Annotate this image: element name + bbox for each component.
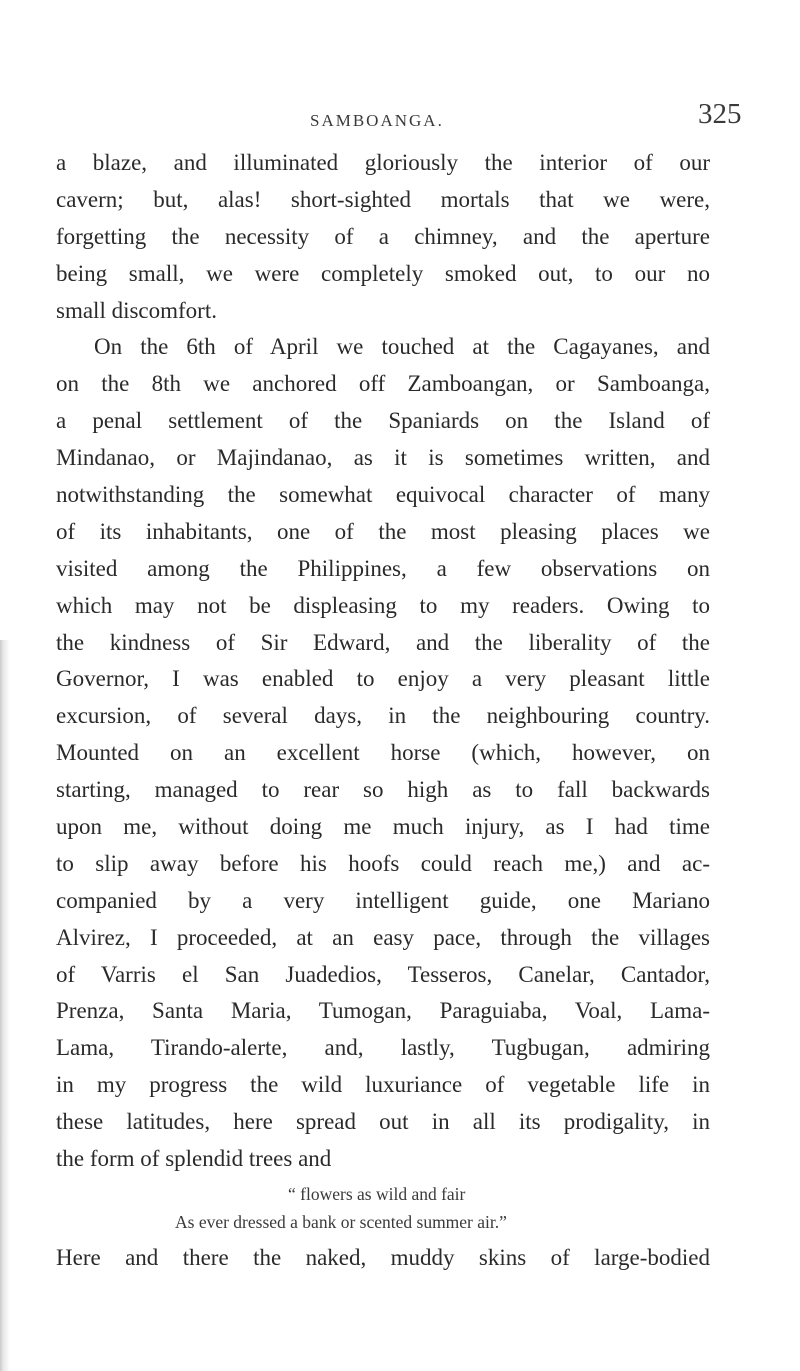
text-line: notwithstanding the somewhat equivocal character of many — [56, 482, 710, 508]
text-line: starting, managed to rear so high as to fall backwards — [56, 777, 710, 803]
text-line: a blaze, and illuminated gloriously the interior of our — [56, 150, 710, 175]
page-number: 325 — [698, 98, 742, 130]
text-line: to slip away before his hoofs could reach me,) and ac- — [56, 850, 710, 876]
text-line: upon me, without doing me much injury, as I had time — [56, 814, 710, 840]
text-line: which may not be displeasing to my readers. Owing to — [56, 592, 710, 618]
text-line: on the 8th we anchored off Zamboangan, or Samboanga, — [56, 371, 710, 397]
text-line: these latitudes, here spread out in all its prodigality, in — [56, 1109, 710, 1135]
text-line: companied by a very intelligent guide, one Mariano — [56, 887, 710, 913]
text-line: Mounted on an excellent horse (which, however, on — [56, 740, 710, 766]
verse-quote-line: “ flowers as wild and fair — [288, 1183, 466, 1204]
text-line: small discomfort. — [56, 297, 217, 323]
text-line: Here and there the naked, muddy skins of large-bodied — [56, 1244, 710, 1270]
text-line: forgetting the necessity of a chimney, and the aperture — [56, 223, 710, 249]
text-line: cavern; but, alas! short-sighted mortals that we were, — [56, 186, 710, 212]
text-line: the kindness of Sir Edward, and the liberality of the — [56, 629, 710, 655]
text-line: of its inhabitants, one of the most pleasing places we — [56, 518, 710, 544]
running-head: SAMBOANGA. — [310, 111, 444, 130]
text-line: Mindanao, or Majindanao, as it is sometimes written, and — [56, 445, 710, 471]
verse-quote-line: As ever dressed a bank or scented summer air.” — [175, 1211, 507, 1232]
text-line: being small, we were completely smoked out, to our no — [56, 260, 710, 286]
text-line: a penal settlement of the Spaniards on the Island of — [56, 408, 710, 434]
text-line: Lama, Tirando-alerte, and, lastly, Tugbugan, admiring — [56, 1035, 710, 1061]
body-text — [56, 145, 710, 1277]
text-line: Alvirez, I proceeded, at an easy pace, through the villages — [56, 924, 710, 950]
text-line: the form of splendid trees and — [56, 1146, 332, 1172]
text-line: Prenza, Santa Maria, Tumogan, Paraguiaba, Voal, Lama- — [56, 998, 710, 1024]
text-line: On the 6th of April we touched at the Cagayanes, and — [94, 334, 710, 360]
text-line: Governor, I was enabled to enjoy a very pleasant little — [56, 666, 710, 692]
text-line: of Varris el San Juadedios, Tesseros, Canelar, Cantador, — [56, 961, 710, 987]
page-gutter-shadow — [0, 640, 10, 1371]
text-line: visited among the Philippines, a few observations on — [56, 555, 710, 581]
text-line: excursion, of several days, in the neighbouring country. — [56, 703, 710, 729]
text-line: in my progress the wild luxuriance of vegetable life in — [56, 1072, 710, 1098]
